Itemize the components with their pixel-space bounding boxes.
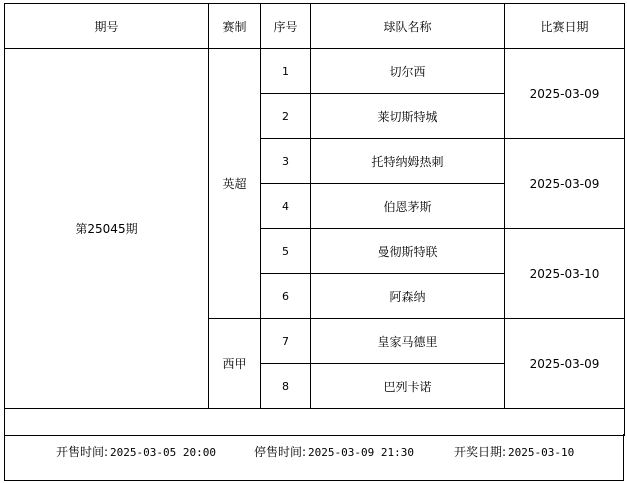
- table-row: [5, 49, 625, 94]
- match-date: 2025-03-09: [505, 49, 625, 139]
- sale-info-footer: [4, 434, 624, 481]
- match-seq: 6: [261, 274, 311, 319]
- sale-start-label: 开售时间:: [56, 445, 109, 459]
- match-seq: 5: [261, 229, 311, 274]
- match-seq: 8: [261, 364, 311, 409]
- team-name: 托特纳姆热刺: [311, 139, 505, 184]
- header-issue: 期号: [5, 4, 209, 49]
- blank-cell: [5, 409, 625, 436]
- match-seq: 3: [261, 139, 311, 184]
- team-name: 皇家马德里: [311, 319, 505, 364]
- schedule-table: [4, 3, 625, 436]
- header-seq: 序号: [261, 4, 311, 49]
- match-seq: 1: [261, 49, 311, 94]
- match-seq: 7: [261, 319, 311, 364]
- draw-date-value: 2025-03-10: [508, 446, 575, 459]
- team-name: 巴列卡诺: [311, 364, 505, 409]
- sale-stop-value: 2025-03-09 21:30: [308, 446, 415, 459]
- sale-stop: [254, 443, 414, 460]
- match-seq: 4: [261, 184, 311, 229]
- sale-stop-label: 停售时间:: [254, 445, 307, 459]
- team-name: 伯恩茅斯: [311, 184, 505, 229]
- team-name: 曼彻斯特联: [311, 229, 505, 274]
- match-seq: 2: [261, 94, 311, 139]
- draw-date: [454, 443, 574, 460]
- team-name: 阿森纳: [311, 274, 505, 319]
- match-date: 2025-03-09: [505, 319, 625, 409]
- blank-row: [5, 409, 625, 436]
- team-name: 莱切斯特城: [311, 94, 505, 139]
- sale-start-value: 2025-03-05 20:00: [110, 446, 217, 459]
- team-name: 切尔西: [311, 49, 505, 94]
- header-date: 比赛日期: [505, 4, 625, 49]
- header-team: 球队名称: [311, 4, 505, 49]
- sale-start: [56, 443, 216, 460]
- match-date: 2025-03-10: [505, 229, 625, 319]
- header-row: [5, 4, 625, 49]
- header-league: 赛制: [209, 4, 261, 49]
- league-name: 英超: [209, 49, 261, 319]
- league-name: 西甲: [209, 319, 261, 409]
- match-date: 2025-03-09: [505, 139, 625, 229]
- issue-number: 第25045期: [5, 49, 209, 409]
- draw-date-label: 开奖日期:: [454, 445, 507, 459]
